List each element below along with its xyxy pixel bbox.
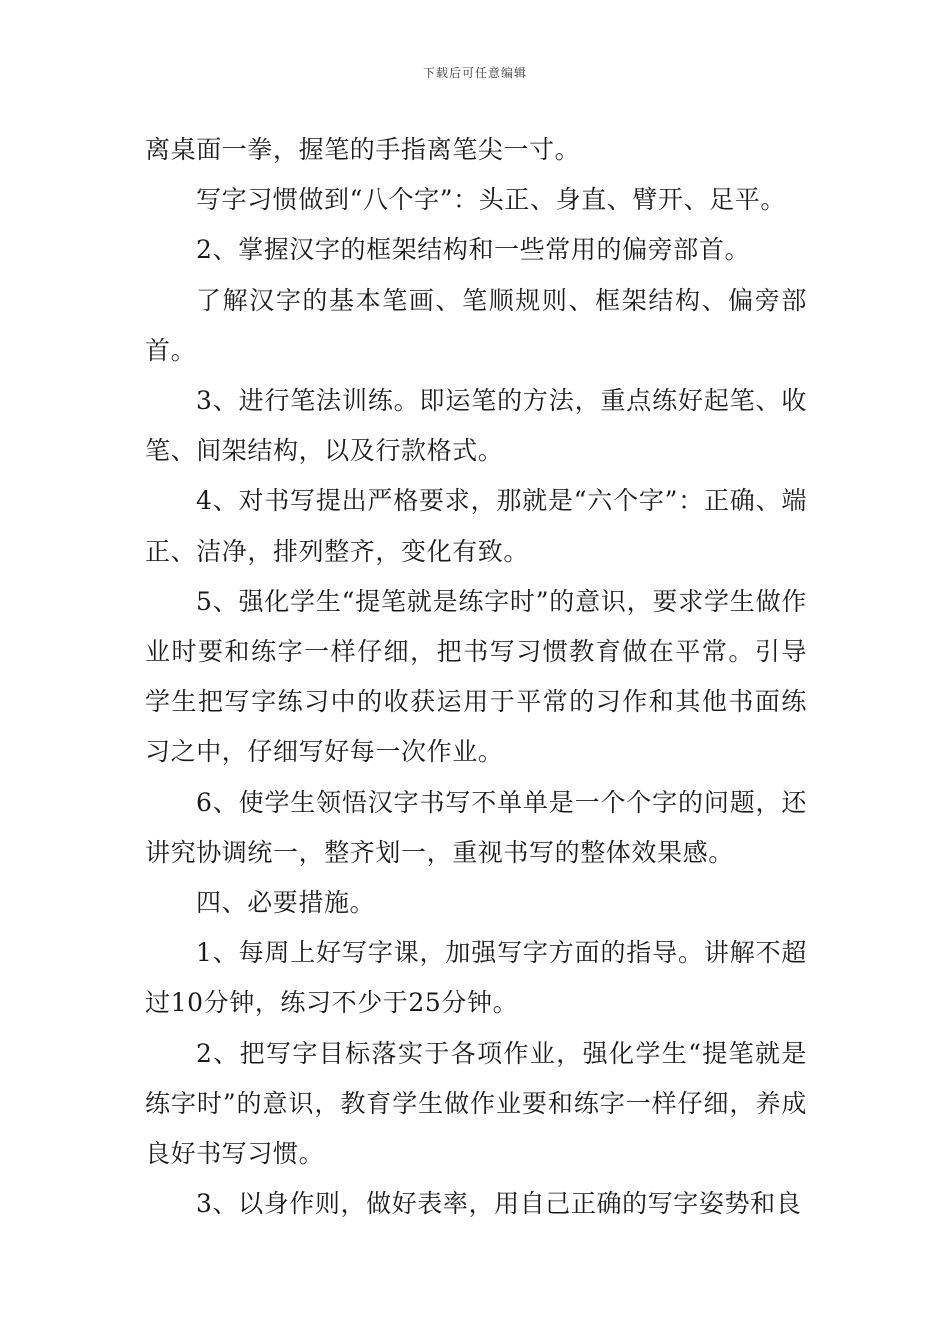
paragraph-8: 6、使学生领悟汉字书写不单单是一个个字的问题，还讲究协调统一，整齐划一，重视书写的整体效果感。	[145, 787, 807, 867]
paragraph-12: 3、以身作则，做好表率，用自己正确的写字姿势和良	[196, 1189, 802, 1219]
paragraph-10: 1、每周上好写字课，加强写字方面的指导。讲解不超过10分钟，练习不少于25分钟。	[145, 938, 807, 1018]
paragraph-11: 2、把写字目标落实于各项作业，强化学生“提笔就是练字时”的意识，教育学生做作业要和练字一样仔细，养成良好书写习惯。	[145, 1038, 807, 1169]
paragraph-1: 离桌面一拳，握笔的手指离笔尖一寸。	[145, 135, 581, 164]
paragraph-5: 3、进行笔法训练。即运笔的方法，重点练好起笔、收笔、间架结构，以及行款格式。	[145, 386, 807, 466]
paragraph-3: 2、掌握汉字的框架结构和一些常用的偏旁部首。	[196, 235, 751, 265]
paragraph-6: 4、对书写提出严格要求，那就是“六个字”：正确、端正、洁净，排列整齐，变化有致。	[145, 486, 807, 566]
paragraph-2: 写字习惯做到“八个字”：头正、身直、臂开、足平。	[196, 185, 786, 215]
page-header: 下载后可任意编辑	[422, 66, 527, 80]
section-heading-measures: 四、必要措施。	[196, 888, 376, 918]
paragraph-4: 了解汉字的基本笔画、笔顺规则、框架结构、偏旁部首。	[145, 285, 807, 365]
paragraph-7: 5、强化学生“提笔就是练字时”的意识，要求学生做作业时要和练字一样仔细，把书写习惯教育做在平常。引导学生把写字练习中的收获运用于平常的习作和其他书面练习之中，仔细写好每一次作业。	[145, 586, 807, 767]
document-body	[145, 125, 807, 1229]
